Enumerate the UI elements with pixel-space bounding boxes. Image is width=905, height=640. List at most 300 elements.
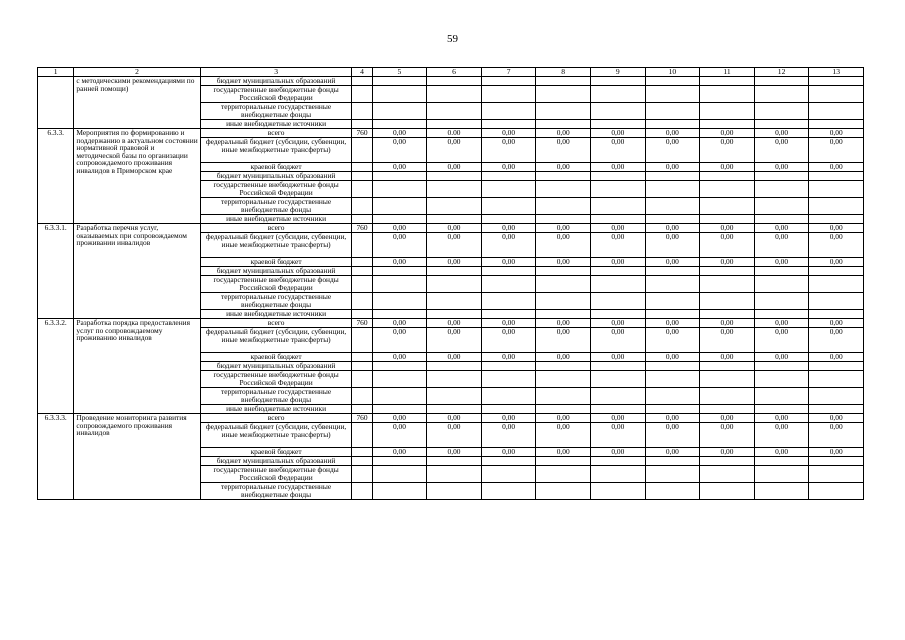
amount-cell: 0,00 — [754, 328, 809, 353]
amount-cell: 0,00 — [427, 233, 482, 258]
amount-cell: 0,00 — [591, 353, 646, 362]
amount-cell: 0,00 — [754, 414, 809, 423]
empty-cell — [700, 103, 755, 120]
funding-source-label: государственные внебюджетные фонды Российской Федерации — [200, 86, 352, 103]
amount-cell: 0,00 — [481, 319, 536, 328]
amount-cell: 0,00 — [481, 129, 536, 138]
empty-cell — [427, 466, 482, 483]
empty-cell — [352, 258, 372, 267]
empty-cell — [591, 466, 646, 483]
funding-source-label: территориальные государственные внебюджетные фонды — [200, 103, 352, 120]
empty-cell — [754, 198, 809, 215]
empty-cell — [427, 405, 482, 414]
funding-source-label: государственные внебюджетные фонды Российской Федерации — [200, 466, 352, 483]
funding-source-label: федеральный бюджет (субсидии, субвенции, иные межбюджетные трансферты) — [200, 138, 352, 163]
empty-cell — [754, 86, 809, 103]
empty-cell — [372, 86, 427, 103]
empty-cell — [481, 310, 536, 319]
empty-cell — [352, 423, 372, 448]
amount-cell: 0,00 — [700, 163, 755, 172]
empty-cell — [700, 405, 755, 414]
amount-cell: 0,00 — [536, 163, 591, 172]
amount-cell: 0,00 — [700, 138, 755, 163]
amount-cell: 0.00 — [427, 129, 482, 138]
funding-source-label: иные внебюджетные источники — [200, 310, 352, 319]
empty-cell — [754, 405, 809, 414]
funding-source-label: территориальные государственные внебюджетные фонды — [200, 483, 352, 500]
empty-cell — [352, 466, 372, 483]
amount-cell: 0,00 — [427, 423, 482, 448]
empty-cell — [700, 120, 755, 129]
funding-source-label: иные внебюджетные источники — [200, 405, 352, 414]
amount-cell: 0,00 — [536, 414, 591, 423]
amount-cell: 0,00 — [809, 163, 864, 172]
amount-cell: 0,00 — [481, 233, 536, 258]
empty-cell — [591, 86, 646, 103]
item-code-cell — [38, 77, 74, 129]
amount-cell: 0,00 — [645, 319, 700, 328]
empty-cell — [427, 276, 482, 293]
empty-cell — [536, 466, 591, 483]
column-number: 5 — [372, 68, 427, 77]
empty-cell — [591, 120, 646, 129]
empty-cell — [645, 198, 700, 215]
table-row — [38, 224, 864, 233]
amount-cell: 0,00 — [427, 224, 482, 233]
empty-cell — [536, 362, 591, 371]
column-number: 1 — [38, 68, 74, 77]
amount-cell: 0,00 — [536, 423, 591, 448]
funding-source-label: бюджет муниципальных образований — [200, 457, 352, 466]
amount-cell: 0,00 — [591, 423, 646, 448]
empty-cell — [536, 276, 591, 293]
empty-cell — [481, 86, 536, 103]
empty-cell — [427, 310, 482, 319]
page-number: 59 — [447, 33, 458, 45]
empty-cell — [591, 310, 646, 319]
amount-cell: 0,00 — [645, 423, 700, 448]
item-code-cell: 6.3.3.1. — [38, 224, 74, 319]
amount-cell: 0,00 — [372, 448, 427, 457]
amount-cell: 0,00 — [372, 414, 427, 423]
amount-cell: 0,00 — [372, 233, 427, 258]
empty-cell — [427, 215, 482, 224]
empty-cell — [754, 371, 809, 388]
empty-cell — [536, 457, 591, 466]
amount-cell: 0,00 — [809, 353, 864, 362]
funding-source-label: краевой бюджет — [200, 448, 352, 457]
column-number: 3 — [200, 68, 352, 77]
empty-cell — [427, 293, 482, 310]
funding-source-label: иные внебюджетные источники — [200, 215, 352, 224]
amount-cell: 0,00 — [809, 423, 864, 448]
empty-cell — [645, 215, 700, 224]
empty-cell — [700, 371, 755, 388]
empty-cell — [427, 181, 482, 198]
empty-cell — [481, 293, 536, 310]
amount-cell: 0,00 — [536, 258, 591, 267]
amount-cell: 0,00 — [536, 319, 591, 328]
amount-cell: 0,00 — [427, 138, 482, 163]
grbs-code: 760 — [352, 224, 372, 233]
empty-cell — [481, 267, 536, 276]
empty-cell — [809, 362, 864, 371]
empty-cell — [645, 405, 700, 414]
empty-cell — [754, 120, 809, 129]
empty-cell — [754, 388, 809, 405]
amount-cell: 0,00 — [700, 233, 755, 258]
empty-cell — [809, 86, 864, 103]
amount-cell: 0,00 — [645, 138, 700, 163]
empty-cell — [427, 483, 482, 500]
item-code-cell: 6.3.3.3. — [38, 414, 74, 500]
empty-cell — [481, 181, 536, 198]
empty-cell — [352, 293, 372, 310]
empty-cell — [809, 267, 864, 276]
empty-cell — [809, 457, 864, 466]
empty-cell — [645, 103, 700, 120]
empty-cell — [372, 293, 427, 310]
empty-cell — [536, 371, 591, 388]
funding-source-label: бюджет муниципальных образований — [200, 267, 352, 276]
amount-cell: 0,00 — [754, 163, 809, 172]
amount-cell: 0,00 — [427, 448, 482, 457]
amount-cell: 0,00 — [536, 138, 591, 163]
empty-cell — [645, 293, 700, 310]
column-number: 12 — [754, 68, 809, 77]
empty-cell — [536, 172, 591, 181]
empty-cell — [645, 371, 700, 388]
empty-cell — [372, 466, 427, 483]
empty-cell — [372, 215, 427, 224]
empty-cell — [591, 362, 646, 371]
empty-cell — [481, 172, 536, 181]
amount-cell: 0,00 — [481, 448, 536, 457]
amount-cell: 0,00 — [754, 423, 809, 448]
empty-cell — [645, 483, 700, 500]
empty-cell — [700, 362, 755, 371]
empty-cell — [645, 267, 700, 276]
amount-cell: 0,00 — [809, 224, 864, 233]
amount-cell: 0,00 — [536, 233, 591, 258]
empty-cell — [809, 198, 864, 215]
amount-cell: 0,00 — [481, 423, 536, 448]
empty-cell — [352, 198, 372, 215]
empty-cell — [645, 86, 700, 103]
empty-cell — [700, 466, 755, 483]
empty-cell — [754, 293, 809, 310]
empty-cell — [352, 328, 372, 353]
empty-cell — [809, 103, 864, 120]
amount-cell: 0,00 — [700, 224, 755, 233]
empty-cell — [536, 215, 591, 224]
amount-cell: 0,00 — [372, 224, 427, 233]
empty-cell — [591, 198, 646, 215]
funding-source-label: территориальные государственные внебюджетные фонды — [200, 388, 352, 405]
amount-cell: 0,00 — [591, 233, 646, 258]
empty-cell — [809, 276, 864, 293]
empty-cell — [352, 388, 372, 405]
empty-cell — [372, 371, 427, 388]
funding-source-label: бюджет муниципальных образований — [200, 77, 352, 86]
column-number: 13 — [809, 68, 864, 77]
empty-cell — [536, 198, 591, 215]
empty-cell — [700, 198, 755, 215]
empty-cell — [536, 267, 591, 276]
empty-cell — [372, 405, 427, 414]
empty-cell — [700, 276, 755, 293]
amount-cell: 0,00 — [481, 258, 536, 267]
amount-cell: 0,00 — [645, 414, 700, 423]
empty-cell — [372, 457, 427, 466]
empty-cell — [427, 457, 482, 466]
amount-cell: 0,00 — [591, 319, 646, 328]
amount-cell: 0,00 — [645, 224, 700, 233]
empty-cell — [481, 466, 536, 483]
empty-cell — [754, 310, 809, 319]
amount-cell: 0,00 — [591, 258, 646, 267]
amount-cell: 0,00 — [591, 414, 646, 423]
item-code-cell: 6.3.3. — [38, 129, 74, 224]
item-name-cell: с методическими рекомендациями по ранней помощи) — [74, 77, 200, 129]
empty-cell — [809, 405, 864, 414]
amount-cell: 0,00 — [591, 163, 646, 172]
funding-source-label: всего — [200, 224, 352, 233]
empty-cell — [754, 181, 809, 198]
table-row — [38, 319, 864, 328]
empty-cell — [809, 77, 864, 86]
empty-cell — [809, 483, 864, 500]
amount-cell: 0,00 — [809, 414, 864, 423]
empty-cell — [645, 181, 700, 198]
table-row — [38, 77, 864, 86]
amount-cell: 0,00 — [427, 353, 482, 362]
empty-cell — [700, 77, 755, 86]
empty-cell — [700, 267, 755, 276]
empty-cell — [481, 388, 536, 405]
empty-cell — [754, 276, 809, 293]
empty-cell — [700, 172, 755, 181]
empty-cell — [427, 103, 482, 120]
empty-cell — [645, 388, 700, 405]
empty-cell — [372, 362, 427, 371]
empty-cell — [352, 163, 372, 172]
amount-cell: 0,00 — [700, 319, 755, 328]
empty-cell — [372, 198, 427, 215]
empty-cell — [352, 276, 372, 293]
amount-cell: 0,00 — [754, 258, 809, 267]
amount-cell: 0,00 — [700, 414, 755, 423]
empty-cell — [754, 103, 809, 120]
amount-cell: 0,00 — [700, 423, 755, 448]
empty-cell — [809, 388, 864, 405]
empty-cell — [352, 267, 372, 276]
empty-cell — [809, 181, 864, 198]
amount-cell: 0,00 — [536, 224, 591, 233]
empty-cell — [372, 483, 427, 500]
empty-cell — [372, 267, 427, 276]
amount-cell: 0,00 — [754, 224, 809, 233]
empty-cell — [591, 103, 646, 120]
amount-cell: 0,00 — [427, 319, 482, 328]
empty-cell — [591, 371, 646, 388]
amount-cell: 0,00 — [591, 138, 646, 163]
empty-cell — [645, 276, 700, 293]
empty-cell — [536, 103, 591, 120]
amount-cell: 0,00 — [809, 448, 864, 457]
amount-cell: 0,00 — [754, 138, 809, 163]
empty-cell — [809, 371, 864, 388]
funding-source-label: краевой бюджет — [200, 258, 352, 267]
empty-cell — [591, 215, 646, 224]
budget-table — [37, 67, 864, 500]
empty-cell — [352, 215, 372, 224]
empty-cell — [352, 371, 372, 388]
amount-cell: 0,00 — [427, 414, 482, 423]
column-number: 7 — [481, 68, 536, 77]
amount-cell: 0,00 — [481, 224, 536, 233]
empty-cell — [809, 466, 864, 483]
column-number: 9 — [591, 68, 646, 77]
empty-cell — [700, 293, 755, 310]
empty-cell — [352, 483, 372, 500]
empty-cell — [754, 466, 809, 483]
empty-cell — [352, 233, 372, 258]
item-name-cell: Разработка порядка предоставления услуг по сопровождаемому проживанию инвалидов — [74, 319, 200, 414]
empty-cell — [372, 310, 427, 319]
amount-cell: 0,00 — [809, 319, 864, 328]
amount-cell: 0,00 — [645, 233, 700, 258]
empty-cell — [754, 215, 809, 224]
amount-cell: 0,00 — [754, 129, 809, 138]
empty-cell — [754, 483, 809, 500]
amount-cell: 0,00 — [645, 328, 700, 353]
amount-cell: 0,00 — [427, 258, 482, 267]
item-name-cell: Мероприятия по формированию и поддержанию в актуальном состоянии нормативной правовой и методической базы по организации сопровождаемого проживания инвалидов в Приморском крае — [74, 129, 200, 224]
empty-cell — [700, 310, 755, 319]
amount-cell: 0,00 — [645, 258, 700, 267]
empty-cell — [591, 388, 646, 405]
empty-cell — [481, 405, 536, 414]
amount-cell: 0,00 — [809, 328, 864, 353]
funding-source-label: всего — [200, 414, 352, 423]
amount-cell: 0,00 — [427, 163, 482, 172]
empty-cell — [481, 77, 536, 86]
amount-cell: 0,00 — [700, 258, 755, 267]
amount-cell: 0,00 — [809, 233, 864, 258]
amount-cell: 0,00 — [645, 129, 700, 138]
funding-source-label: всего — [200, 129, 352, 138]
table-row — [38, 129, 864, 138]
empty-cell — [809, 293, 864, 310]
amount-cell: 0,00 — [372, 163, 427, 172]
amount-cell: 0,00 — [591, 448, 646, 457]
empty-cell — [536, 483, 591, 500]
amount-cell: 0,00 — [372, 258, 427, 267]
empty-cell — [591, 293, 646, 310]
empty-cell — [352, 448, 372, 457]
empty-cell — [481, 362, 536, 371]
empty-cell — [481, 198, 536, 215]
empty-cell — [427, 371, 482, 388]
empty-cell — [645, 172, 700, 181]
empty-cell — [352, 457, 372, 466]
amount-cell: 0,00 — [372, 328, 427, 353]
amount-cell: 0,00 — [481, 414, 536, 423]
empty-cell — [352, 172, 372, 181]
amount-cell: 0,00 — [809, 138, 864, 163]
funding-source-label: федеральный бюджет (субсидии, субвенции, иные межбюджетные трансферты) — [200, 423, 352, 448]
empty-cell — [427, 86, 482, 103]
empty-cell — [700, 181, 755, 198]
empty-cell — [536, 120, 591, 129]
empty-cell — [372, 77, 427, 86]
funding-source-label: государственные внебюджетные фонды Российской Федерации — [200, 371, 352, 388]
empty-cell — [352, 310, 372, 319]
empty-cell — [536, 405, 591, 414]
amount-cell: 0,00 — [481, 353, 536, 362]
funding-source-label: краевой бюджет — [200, 353, 352, 362]
empty-cell — [372, 181, 427, 198]
empty-cell — [645, 466, 700, 483]
empty-cell — [481, 457, 536, 466]
empty-cell — [591, 267, 646, 276]
funding-source-label: государственные внебюджетные фонды Российской Федерации — [200, 276, 352, 293]
amount-cell: 0,00 — [645, 353, 700, 362]
amount-cell: 0,00 — [754, 353, 809, 362]
amount-cell: 0,00 — [754, 448, 809, 457]
empty-cell — [645, 77, 700, 86]
funding-source-label: государственные внебюджетные фонды Российской Федерации — [200, 181, 352, 198]
grbs-code: 760 — [352, 319, 372, 328]
amount-cell: 0,00 — [536, 353, 591, 362]
empty-cell — [700, 483, 755, 500]
empty-cell — [427, 362, 482, 371]
empty-cell — [427, 267, 482, 276]
amount-cell: 0,00 — [645, 163, 700, 172]
empty-cell — [591, 276, 646, 293]
empty-cell — [809, 120, 864, 129]
column-number: 2 — [74, 68, 200, 77]
item-name-cell: Проведение мониторинга развития сопровождаемого проживания инвалидов — [74, 414, 200, 500]
empty-cell — [536, 77, 591, 86]
amount-cell: 0,00 — [372, 319, 427, 328]
amount-cell: 0,00 — [754, 233, 809, 258]
empty-cell — [700, 215, 755, 224]
empty-cell — [645, 120, 700, 129]
funding-source-label: краевой бюджет — [200, 163, 352, 172]
empty-cell — [481, 215, 536, 224]
item-code-cell: 6.3.3.2. — [38, 319, 74, 414]
column-number: 6 — [427, 68, 482, 77]
funding-source-label: всего — [200, 319, 352, 328]
amount-cell: 0,00 — [536, 328, 591, 353]
empty-cell — [352, 405, 372, 414]
funding-source-label: иные внебюджетные источники — [200, 120, 352, 129]
empty-cell — [427, 172, 482, 181]
amount-cell: 0,00 — [754, 319, 809, 328]
empty-cell — [754, 362, 809, 371]
empty-cell — [427, 77, 482, 86]
empty-cell — [700, 457, 755, 466]
grbs-code: 760 — [352, 414, 372, 423]
empty-cell — [352, 138, 372, 163]
empty-cell — [700, 388, 755, 405]
empty-cell — [700, 86, 755, 103]
empty-cell — [754, 172, 809, 181]
empty-cell — [754, 77, 809, 86]
column-number: 10 — [645, 68, 700, 77]
